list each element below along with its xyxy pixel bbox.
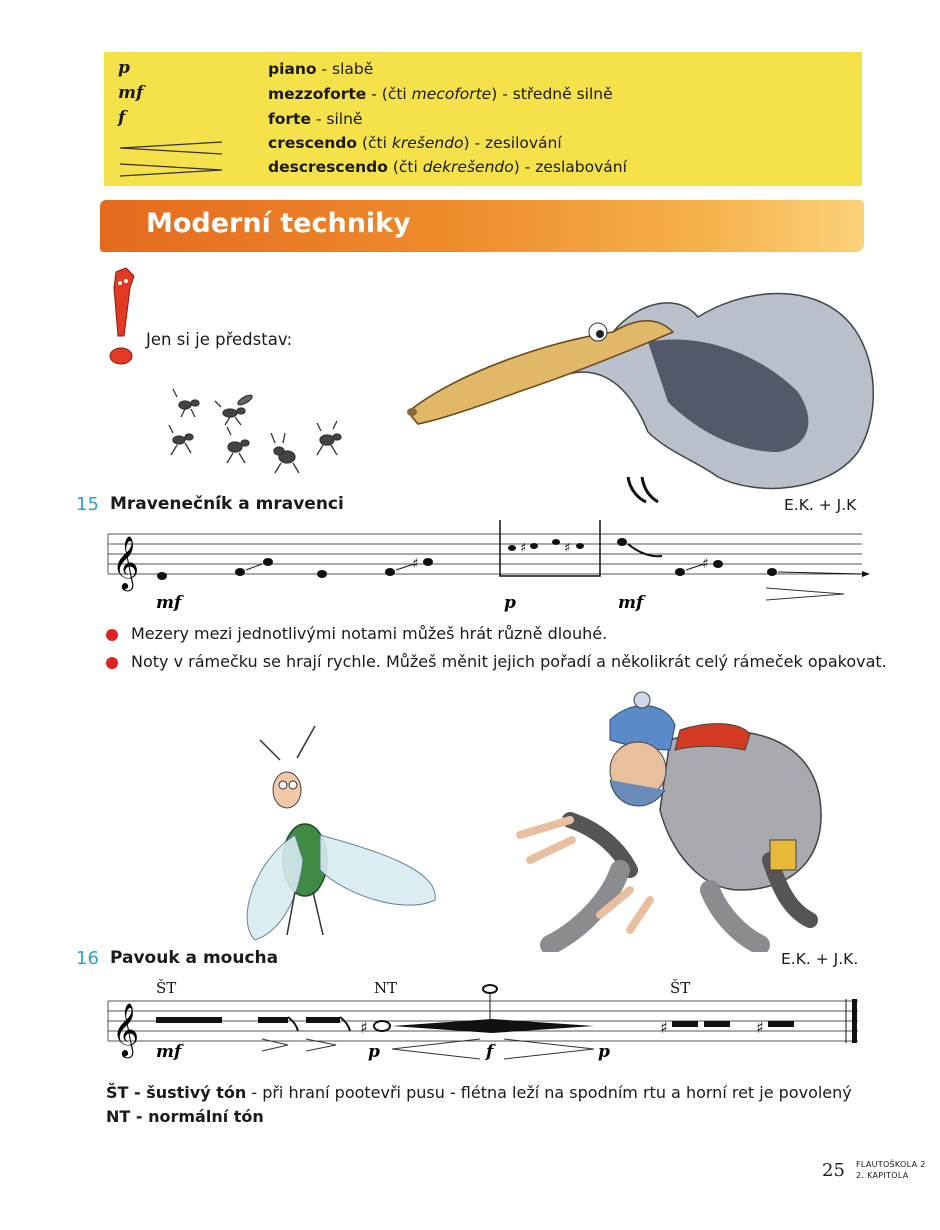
dynamic-row-mezzoforte: mezzoforte - (čti mecoforte) - středně silně	[268, 85, 613, 103]
piece-credit-15: E.K. + J.K	[784, 496, 857, 514]
bullet-icon	[106, 657, 118, 669]
dynamics-legend-box	[104, 52, 862, 186]
footer-book: FLAUTOŠKOLA 2	[856, 1160, 926, 1169]
dynamic-symbol-mf: mf	[118, 83, 144, 103]
dynamic-symbol-f: f	[118, 108, 126, 128]
dyn-15-p: p	[504, 593, 516, 613]
ants-illustration	[155, 385, 360, 480]
fly-illustration	[225, 720, 445, 946]
staff-15	[100, 520, 880, 620]
footer-chapter: 2. KAPITOLA	[856, 1171, 909, 1180]
note-st: ŠT - šustivý tón - při hraní pootevři pusu - flétna leží na spodním rtu a horní ret je povolený	[106, 1083, 852, 1102]
page-number: 25	[822, 1160, 845, 1181]
anteater-illustration	[398, 262, 880, 504]
spider-man-illustration	[510, 690, 840, 952]
treble-clef-icon: 𝄞	[112, 1002, 140, 1056]
note-nt: NT - normální tón	[106, 1107, 264, 1126]
svg-text:♯: ♯	[564, 541, 571, 556]
staff-16	[100, 975, 880, 1070]
svg-text:♯: ♯	[520, 541, 527, 556]
label-nt: NT	[374, 979, 398, 997]
treble-clef-icon: 𝄞	[112, 535, 140, 589]
crescendo-decrescendo-icons	[118, 140, 222, 180]
dyn-16-f: f	[486, 1042, 494, 1062]
piece-number-16: 16	[76, 948, 99, 969]
svg-text:♯: ♯	[660, 1018, 668, 1037]
exclamation-mascot-icon	[104, 266, 140, 370]
piece-title-15: Mraveneční́k a mravenci	[110, 494, 344, 514]
svg-text:♯: ♯	[702, 556, 709, 572]
intro-text: Jen si je představ:	[146, 330, 293, 349]
piece-title-16: Pavouk a moucha	[110, 948, 279, 968]
bullet-text-2: Noty v rámečku se hrají rychle. Můžeš měnit jejich pořadí a několikrát celý rámeček opakovat.	[131, 652, 887, 671]
piece-credit-16: E.K. + J.K.	[781, 950, 859, 968]
section-title: Moderní techniky	[146, 208, 411, 239]
bullet-icon	[106, 629, 118, 641]
dyn-16-p-2: p	[598, 1042, 610, 1062]
section-banner	[100, 200, 864, 252]
dyn-16-mf: mf	[156, 1042, 182, 1062]
dyn-16-p-1: p	[368, 1042, 380, 1062]
svg-text:♯: ♯	[360, 1018, 368, 1037]
dyn-15-mf-2: mf	[618, 593, 644, 613]
label-st-1: ŠT	[156, 979, 177, 997]
bullet-text-1: Mezery mezi jednotlivými notami můžeš hrát různě dlouhé.	[131, 624, 608, 643]
svg-text:♯: ♯	[756, 1018, 764, 1037]
dynamic-row-crescendo: crescendo (čti krešendo) - zesilování	[268, 134, 562, 152]
dynamic-row-forte: forte - silně	[268, 110, 363, 128]
dynamic-symbol-p: p	[118, 58, 130, 78]
dynamic-row-piano: piano - slabě	[268, 60, 374, 78]
piece-number-15: 15	[76, 494, 99, 515]
svg-text:♯: ♯	[412, 556, 419, 572]
dynamic-row-decrescendo: descrescendo (čti dekrešendo) - zeslabování	[268, 158, 627, 176]
label-st-2: ŠT	[670, 979, 691, 997]
dyn-15-mf-1: mf	[156, 593, 182, 613]
